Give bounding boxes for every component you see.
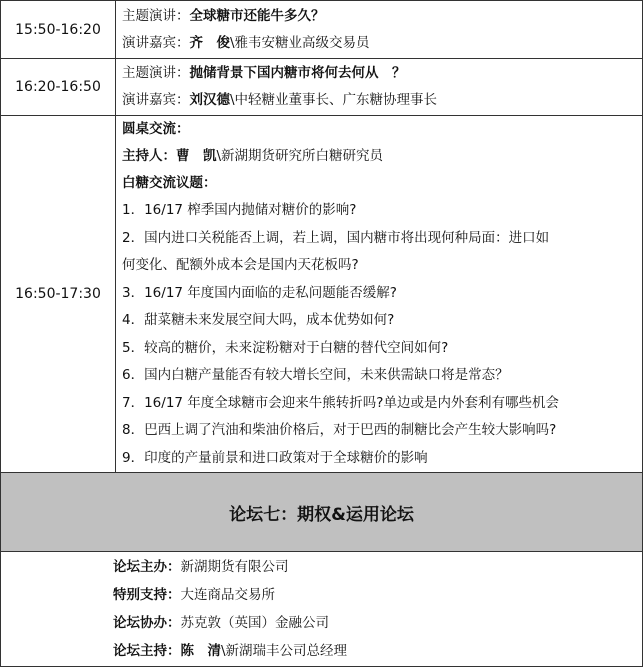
topic-item: 何变化、配额外成本会是国内天花板吗?: [122, 257, 359, 273]
host-title: \新湖期货研究所白糖研究员: [216, 148, 384, 164]
topic-item: 8．巴西上调了汽油和柴油价格后，对于巴西的制糖比会产生较大影响吗?: [122, 422, 557, 438]
topic-item: 7．16/17 年度全球糖市会迎来牛熊转折吗?单边或是内外套利有哪些机会: [122, 394, 559, 411]
forum-title: 论坛七：期权&运用论坛: [1, 473, 643, 552]
organizer-label: 特别支持：: [113, 587, 181, 603]
topic-line-1: [122, 3, 638, 30]
speaker-label-1: 演讲嘉宾：: [122, 34, 190, 51]
organizer-label: 论坛主持：: [113, 643, 181, 659]
speaker-line-2: [122, 87, 638, 114]
topic-label-2: 主题演讲：: [122, 65, 190, 81]
roundtable-title: 圆桌交流：: [122, 121, 190, 137]
organizer-label: 论坛协办：: [113, 615, 181, 631]
organizers-cell: [1, 552, 643, 667]
topic-item: 2．国内进口关税能否上调，若上调，国内糖市将出现何种局面：进口如: [122, 229, 550, 246]
speaker-name-1: 齐 俊: [189, 34, 230, 51]
topic-item: 5．较高的糖价，未来淀粉糖对于白糖的替代空间如何?: [122, 339, 449, 356]
organizer-co-host: [113, 609, 642, 637]
host-name: 曹 凯: [176, 148, 217, 164]
speaker-title-1: \雅韦安糖业高级交易员: [230, 34, 370, 51]
topics-label: 白糖交流议题：: [122, 175, 217, 191]
topic-title-2: 抛储背景下国内糖市将何去何从 ？: [189, 65, 406, 81]
speaker-line-1: [122, 30, 638, 57]
topic-item: 9．印度的产量前景和进口政策对于全球糖价的影响: [122, 449, 428, 466]
session-time-2: 16:20-16:50: [1, 59, 116, 116]
topic-item: 3．16/17 年度国内面临的走私问题能否缓解?: [122, 284, 397, 301]
organizer-moderator-name: 陈 清: [180, 643, 221, 659]
session-content-2: [116, 59, 643, 116]
speaker-title-2: \中轻糖业董事长、广东糖协理事长: [230, 92, 438, 108]
session-content-1: [116, 1, 643, 59]
organizer-moderator-title: \新湖瑞丰公司总经理: [221, 643, 348, 659]
topic-line-2: [122, 60, 638, 87]
speaker-name-2: 刘汉德: [189, 92, 230, 108]
forum-banner-row: [1, 473, 643, 552]
organizers-row: [1, 552, 643, 667]
organizer-host: [113, 553, 642, 581]
roundtable-time: 16:50-17:30: [1, 116, 116, 473]
topic-title-1: 全球糖市还能牛多久？: [189, 7, 325, 24]
topic-item: 1．16/17 榨季国内抛储对糖价的影响?: [122, 202, 357, 218]
organizer-value: 苏克敦（英国）金融公司: [180, 615, 329, 631]
topic-item: 4．甜菜糖未来发展空间大吗，成本优势如何?: [122, 312, 395, 328]
session-time-1: 15:50-16:20: [1, 1, 116, 59]
roundtable-row: [1, 116, 643, 473]
speaker-label-2: 演讲嘉宾：: [122, 92, 190, 108]
host-label: 主持人：: [122, 148, 176, 164]
topic-item: 6．国内白糖产量能否有较大增长空间，未来供需缺口将是常态？: [122, 367, 509, 383]
organizer-support: [113, 581, 642, 609]
topic-label-1: 主题演讲：: [122, 7, 190, 24]
session-row-2: [1, 59, 643, 116]
organizer-value: 新湖期货有限公司: [180, 559, 289, 575]
host-line: [122, 143, 638, 170]
roundtable-content: [116, 116, 643, 473]
organizer-label: 论坛主办：: [113, 559, 181, 575]
organizer-value: 大连商品交易所: [180, 587, 275, 603]
session-row-1: [1, 1, 643, 59]
